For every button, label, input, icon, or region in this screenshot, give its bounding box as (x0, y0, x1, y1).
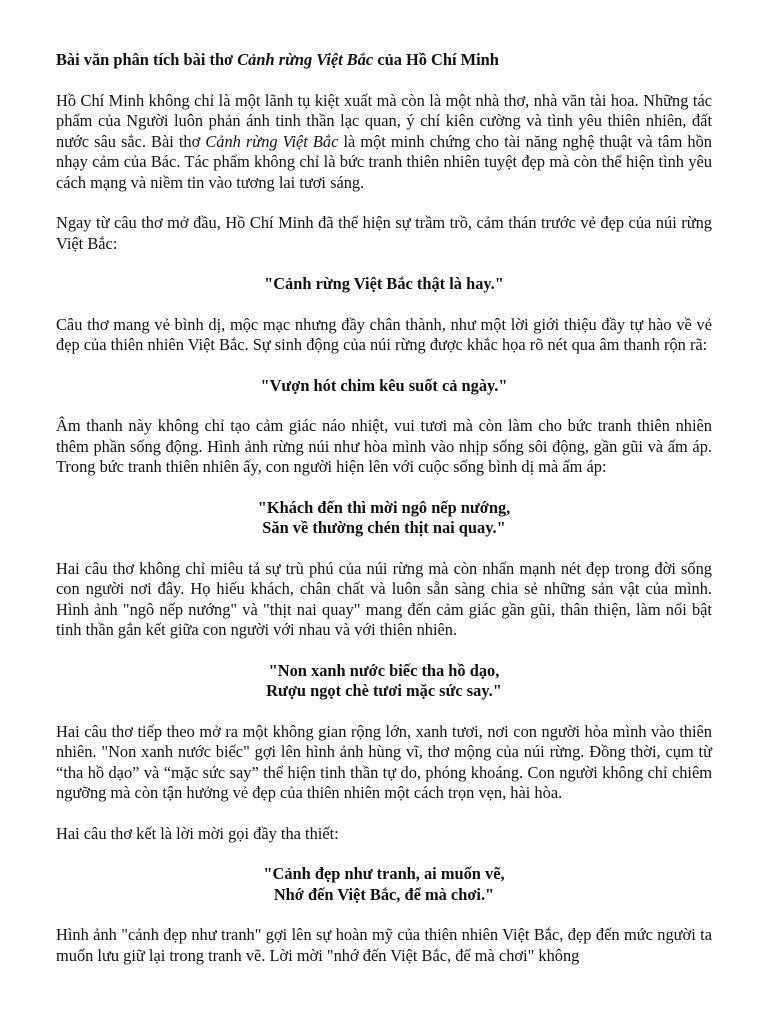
poem-quote-1-line-1: "Cảnh rừng Việt Bắc thật là hay." (264, 274, 504, 293)
poem-quote-3 (56, 498, 712, 539)
poem-quote-5-line-1: "Cảnh đẹp như tranh, ai muốn vẽ, (263, 864, 505, 883)
paragraph-intro-after: là một minh chứng cho tài năng nghệ thuật và tâm hồn nhạy cảm của Bác. Tác phẩm không chỉ là bức tranh thiên nhiên tuyệt đẹp mà còn thể hiện tình yêu cách mạng và niềm tin vào tương lai tươi sáng. (56, 131, 712, 192)
paragraph-5: Hai câu thơ không chỉ miêu tả sự trù phú của núi rừng mà còn nhấn mạnh nét đẹp trong đời sống con người nơi đây. Họ hiếu khách, chân chất và luôn sẵn sàng chia sẻ những sản vật của mình. Hình ảnh "ngô nếp nướng" và "thịt nai quay" mang đến cảm giác gần gũi, thân thiện, làm nổi bật tinh thần gắn kết giữa con người với nhau và với thiên nhiên. (56, 558, 712, 639)
paragraph-6: Hai câu thơ tiếp theo mở ra một không gian rộng lớn, xanh tươi, nơi con người hòa mình vào thiên nhiên. "Non xanh nước biếc" gợi lên hình ảnh hùng vĩ, thơ mộng của núi rừng. Đồng thời, cụm từ “tha hồ dạo” và “mặc sức say” thể hiện tinh thần tự do, phóng khoáng. Con người không chỉ chiêm ngưỡng mà còn tận hưởng vẻ đẹp của thiên nhiên một cách trọn vẹn, hài hòa. (56, 721, 712, 802)
poem-quote-5 (56, 864, 712, 905)
poem-quote-1 (56, 274, 712, 295)
poem-quote-4-line-1: "Non xanh nước biếc tha hồ dạo, (268, 660, 500, 680)
title-prefix: Bài văn phân tích bài thơ (56, 50, 238, 69)
poem-quote-3-line-1: "Khách đến thì mời ngô nếp nướng, (257, 497, 511, 517)
title-poem-name: Cảnh rừng Việt Bắc (237, 50, 374, 69)
paragraph-7: Hai câu thơ kết là lời mời gọi đầy tha thiết: (56, 823, 339, 843)
poem-quote-4 (56, 661, 712, 702)
paragraph-3: Câu thơ mang vẻ bình dị, mộc mạc nhưng đầy chân thành, như một lời giới thiệu đầy tự hào về vẻ đẹp của thiên nhiên Việt Bắc. Sự sinh động của núi rừng được khắc họa rõ nét qua âm thanh rộn rã: (56, 314, 712, 354)
poem-quote-4-line-2: Rượu ngọt chè tươi mặc sức say." (266, 681, 502, 700)
paragraph-intro-before: Hồ Chí Minh không chỉ là một lãnh tụ kiệt xuất mà còn là một nhà thơ, nhà văn tài hoa. Những tác phẩm của Người luôn phản ánh tinh thần lạc quan, ý chí kiên cường và tình yêu thiên nhiên, đất nước sâu sắc. Bài thơ (56, 90, 712, 151)
document-title (56, 50, 712, 71)
paragraph-intro (56, 91, 712, 194)
poem-quote-3-line-2: Săn về thường chén thịt nai quay." (262, 518, 506, 537)
poem-quote-5-line-2: Nhớ đến Việt Bắc, để mà chơi." (273, 884, 495, 904)
document-page (56, 50, 712, 986)
title-suffix: của Hồ Chí Minh (373, 50, 499, 69)
paragraph-4: Âm thanh này không chỉ tạo cảm giác náo nhiệt, vui tươi mà còn làm cho bức tranh thiên nhiên thêm phần sống động. Hình ảnh rừng núi như hòa mình vào nhịp sống sôi động, gần gũi và ấm áp. Trong bức tranh thiên nhiên ấy, con người hiện lên với cuộc sống bình dị mà ấm áp: (56, 416, 712, 476)
poem-quote-2-line-1: "Vượn hót chim kêu suốt cả ngày." (260, 375, 508, 395)
paragraph-8: Hình ảnh "cảnh đẹp như tranh" gợi lên sự hoàn mỹ của thiên nhiên Việt Bắc, đẹp đến mức người ta muốn lưu giữ lại trong tranh vẽ. Lời mời "nhớ đến Việt Bắc, để mà chơi" không (56, 925, 712, 965)
paragraph-intro-poem-name: Cảnh rừng Việt Bắc (205, 131, 339, 151)
paragraph-2: Ngay từ câu thơ mở đầu, Hồ Chí Minh đã thể hiện sự trầm trồ, cảm thán trước vẻ đẹp của núi rừng Việt Bắc: (56, 213, 712, 253)
poem-quote-2 (56, 376, 712, 397)
